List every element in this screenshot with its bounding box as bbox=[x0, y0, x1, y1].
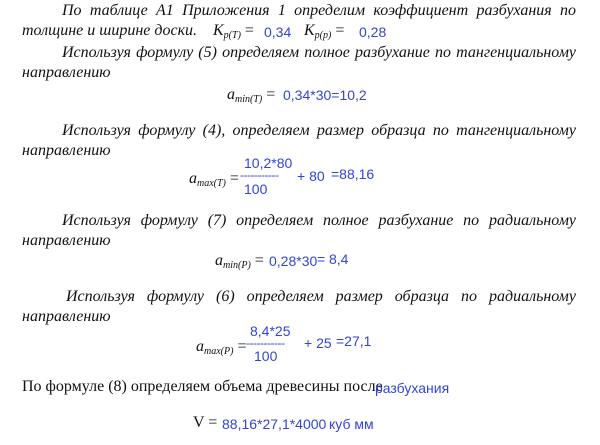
p6-text: По формуле (8) определяем объема древесины после bbox=[22, 378, 383, 395]
p6-handwritten-word: разбухания bbox=[375, 380, 450, 396]
p2-line1: Используя формулу (5) определяем полное разбухание по тангенциальному bbox=[62, 44, 576, 61]
a-max-p-numerator: 8,4*25 bbox=[250, 323, 291, 339]
a-max-p-denominator: 100 bbox=[254, 348, 278, 364]
kp-value: 0,28 bbox=[359, 24, 387, 40]
a-min-t-expression: 0,34*30=10,2 bbox=[283, 87, 367, 103]
a-max-p-fraction-bar: ----------- bbox=[246, 336, 285, 350]
p1-line2: толщине и ширине доски. bbox=[22, 22, 198, 39]
a-max-p-addend: + 25 bbox=[304, 335, 332, 351]
a-max-t-fraction-bar: ----------- bbox=[240, 168, 279, 182]
kt-value: 0,34 bbox=[264, 24, 292, 40]
a-max-t-addend: + 80 bbox=[297, 168, 325, 184]
a-min-p-expression: 0,28*30 bbox=[269, 253, 318, 269]
a-min-p-equals: = bbox=[317, 251, 326, 267]
a-min-p-symbol: $a_{min(Р)}$ = bbox=[215, 252, 264, 271]
kt-symbol: $K_{р(Т)}$ = bbox=[213, 22, 254, 41]
p3-line2: направлению bbox=[22, 142, 111, 159]
p5-line2: направлению bbox=[22, 308, 111, 325]
a-min-t-symbol: $a_{min(Т)}$ = bbox=[227, 86, 276, 105]
p4-line1: Используя формулу (7) определяем полное разбухание по радиальному bbox=[62, 212, 576, 229]
a-max-p-symbol: $a_{max(Р)}$ = bbox=[196, 338, 247, 357]
kp-symbol: $K_{р(р)}$ = bbox=[304, 22, 345, 41]
a-max-t-denominator: 100 bbox=[244, 181, 268, 197]
a-max-p-result: =27,1 bbox=[336, 333, 372, 349]
a-max-t-numerator: 10,2*80 bbox=[244, 155, 293, 171]
volume-expression: 88,16*27,1*4000 bbox=[222, 416, 327, 432]
a-max-t-symbol: $a_{max(Т)}$ = bbox=[189, 170, 239, 189]
p4-line2: направлению bbox=[22, 232, 111, 249]
p3-line1: Используя формулу (4), определяем размер образца по тангенциальному bbox=[62, 122, 576, 139]
volume-unit: куб мм bbox=[329, 416, 374, 432]
p2-line2: направлению bbox=[22, 64, 111, 81]
volume-symbol: V = bbox=[193, 414, 218, 431]
a-max-t-result: =88,16 bbox=[331, 166, 375, 182]
p5-line1: Используя формулу (6) определяем размер образца по радиальному bbox=[66, 288, 576, 305]
a-min-p-result: 8,4 bbox=[329, 251, 349, 267]
p1-line1: По таблице А1 Приложения 1 определим коэффициент разбухания по bbox=[62, 2, 576, 19]
